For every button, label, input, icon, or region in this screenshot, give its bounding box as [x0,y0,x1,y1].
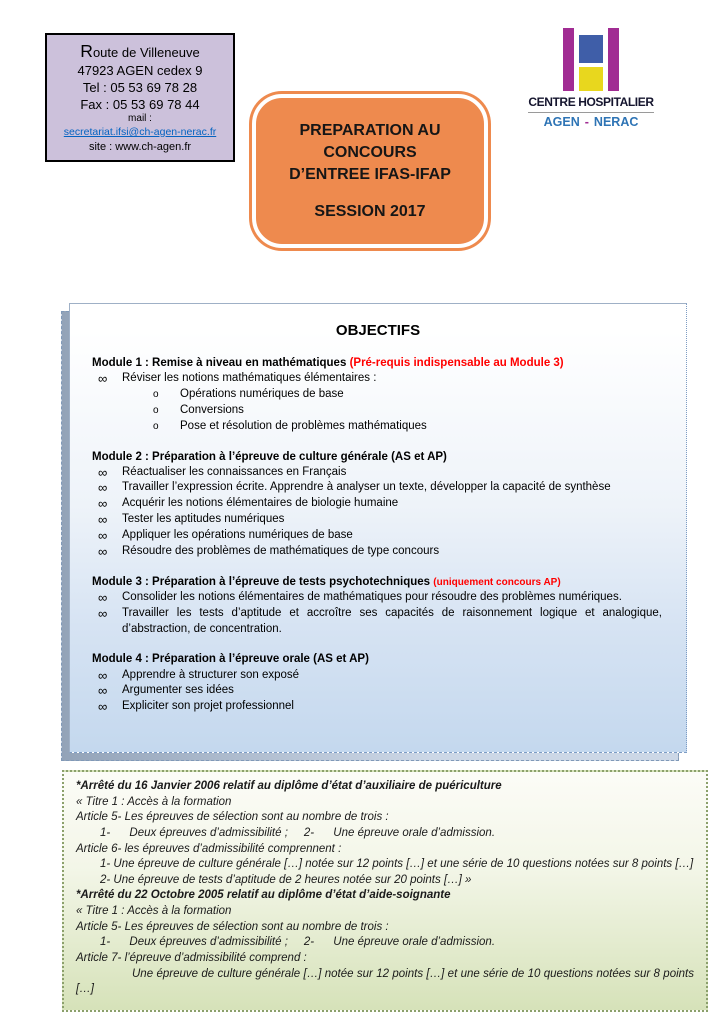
bullet-item: ∞ Appliquer les opérations numériques de base [92,528,664,544]
infinity-bullet-icon: ∞ [98,699,108,715]
module-title: Module 1 : Remise à niveau en mathématiques (Pré-requis indispensable au Module 3) [92,357,564,369]
banner-line: PREPARATION AU [299,121,441,139]
contact-card [45,33,235,162]
contact-address: 47923 AGEN cedex 9 [77,62,203,78]
city-nerac: NERAC [593,115,639,129]
contact-fax: Fax : 05 53 69 78 44 [80,96,200,112]
legal-line: « Titre 1 : Accès à la formation [76,905,232,917]
circle-bullet-icon: o [153,420,159,432]
bullet-item: ∞ Réactualiser les connaissances en Français [92,465,664,481]
website-text: site : www.ch-agen.fr [88,140,192,153]
sub-bullet-item: o Conversions [153,403,244,416]
decree-heading: *Arrêté du 22 Octobre 2005 relatif au diplôme d’état d’aide-soignante [76,889,451,902]
logo-dash: - [584,115,589,129]
module-3 [92,574,664,638]
module-title: Module 3 : Préparation à l’épreuve de tests psychotechniques (uniquement concours AP) [92,575,561,588]
logo-left-bar [563,28,574,91]
hospital-h-icon [528,28,654,91]
legal-line: 1- Deux épreuves d’admissibilité ; 2- Une épreuve orale d’admission. [100,936,496,949]
legal-line: Article 5- Les épreuves de sélection sont au nombre de trois : [76,920,389,933]
sub-bullet-item: o Opérations numériques de base [153,387,344,400]
module-1 [92,355,664,435]
decree-heading: *Arrêté du 16 Janvier 2006 relatif au diplôme d’état d’auxiliaire de puériculture [76,780,502,792]
hospital-cities [528,115,654,129]
infinity-bullet-icon: ∞ [98,371,108,387]
bullet-item: ∞ Expliciter son projet professionnel [92,699,664,715]
objectives-heading: OBJECTIFS [335,322,421,339]
mail-label: mail : [128,113,152,125]
hospital-logo [528,28,654,129]
sub-bullet-item: o Pose et résolution de problèmes mathématiques [153,419,427,432]
bullet-item: ∞ Résoudre des problèmes de mathématiques de type concours [92,544,664,560]
logo-right-bar [608,28,619,91]
legal-section [62,770,708,1012]
bullet-item: ∞ Travailler les tests d’aptitude et accroître ses capacités de raisonnement logique et analogique, d’abstraction, de concentration. [92,606,664,638]
infinity-bullet-icon: ∞ [98,528,108,544]
banner-line: CONCOURS [323,143,417,161]
module-red-note: (Pré-requis indispensable au Module 3) [349,357,564,369]
banner-session: SESSION 2017 [314,202,426,220]
infinity-bullet-icon: ∞ [98,512,108,528]
legal-line: Article 7- l’épreuve d’admissibilité comprend : [76,951,307,964]
circle-bullet-icon: o [153,388,159,400]
bullet-item: ∞ Consolider les notions élémentaires de mathématiques pour résoudre des problèmes numériques. [92,590,664,606]
module-2 [92,449,664,560]
legal-line: 1- Deux épreuves d’admissibilité ; 2- Une épreuve orale d’admission. [100,826,496,839]
legal-line: Une épreuve de culture générale […] notée sur 12 points […] et une série de 10 questions notées sur 8 points […] [76,967,694,996]
contact-tel: Tel : 05 53 69 78 28 [82,79,198,95]
bullet-item: ∞ Acquérir les notions élémentaires de biologie humaine [92,496,664,512]
contact-name: Route de Villeneuve [80,41,200,61]
legal-line: 1- Une épreuve de culture générale […] notée sur 12 points […] et une série de 10 questions notées sur 8 points […] [100,858,694,871]
objectives-section [69,303,687,753]
logo-blue-square [579,35,603,63]
city-agen: AGEN [543,115,580,129]
title-banner [252,94,488,248]
infinity-bullet-icon: ∞ [98,605,108,621]
module-red-note: (uniquement concours AP) [433,576,561,588]
infinity-bullet-icon: ∞ [98,543,108,559]
legal-line: Article 6- les épreuves d’admissibilité comprennent : [76,842,342,855]
infinity-bullet-icon: ∞ [98,480,108,496]
module-title: Module 2 : Préparation à l’épreuve de culture générale (AS et AP) [92,450,447,463]
hospital-name: CENTRE HOSPITALIER [528,95,654,113]
objectives-box [69,303,687,753]
bullet-item: ∞ Travailler l’expression écrite. Apprendre à analyser un texte, développer la capacité de synthèse [92,480,664,496]
bullet-item: ∞ Apprendre à structurer son exposé [92,668,664,684]
bullet-item: ∞ Tester les aptitudes numériques [92,512,664,528]
circle-bullet-icon: o [153,404,159,416]
infinity-bullet-icon: ∞ [98,667,108,683]
module-title: Module 4 : Préparation à l’épreuve orale (AS et AP) [92,653,369,666]
legal-line: 2- Une épreuve de tests d’aptitude de 2 heures notée sur 20 points […] » [100,873,472,886]
bullet-item: ∞ Argumenter ses idées [92,683,664,699]
email-link[interactable]: secretariat.ifsi@ch-agen-nerac.fr [63,125,217,138]
bullet-item: ∞ Réviser les notions mathématiques élémentaires : [92,371,664,387]
infinity-bullet-icon: ∞ [98,589,108,605]
infinity-bullet-icon: ∞ [98,464,108,480]
logo-yellow-square [579,67,603,91]
legal-line: Article 5- Les épreuves de sélection sont au nombre de trois : [76,811,389,824]
banner-line: D’ENTREE IFAS-IFAP [289,165,451,183]
infinity-bullet-icon: ∞ [98,683,108,699]
legal-line: « Titre 1 : Accès à la formation [76,795,232,808]
infinity-bullet-icon: ∞ [98,496,108,512]
module-4 [92,651,664,715]
